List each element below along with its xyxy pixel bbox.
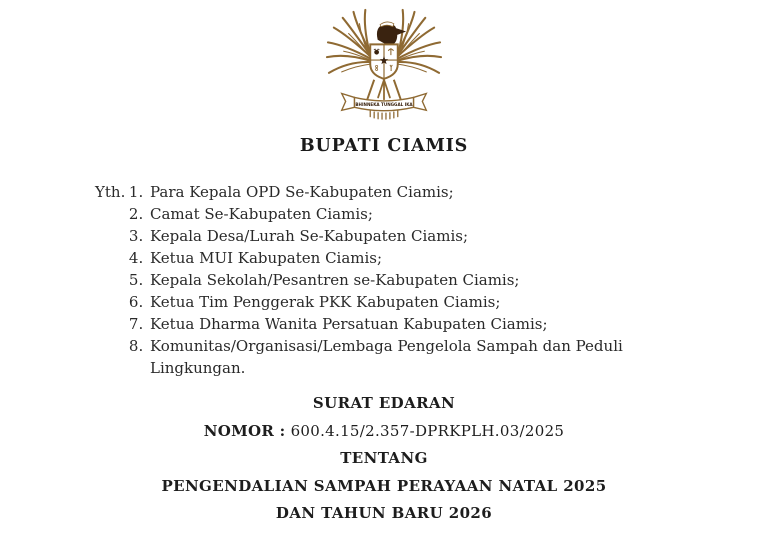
garuda-pancasila-icon xyxy=(325,8,443,122)
addressee-list xyxy=(129,181,657,379)
about-heading: TENTANG xyxy=(340,449,428,467)
doc-type-heading: SURAT EDARAN xyxy=(312,394,456,412)
addressee-item-3: 3. Kepala Desa/Lurah Se-Kabupaten Ciamis; xyxy=(148,225,657,247)
garuda-pancasila-emblem xyxy=(325,8,443,122)
doc-number-line xyxy=(0,423,768,439)
subject-title-line1: PENGENDALIAN SAMPAH PERAYAAN NATAL 2025 xyxy=(161,476,607,495)
addressee-item-8: 8. Komunitas/Organisasi/Lembaga Pengelola Sampah dan Peduli Lingkungan. xyxy=(148,335,657,379)
doc-number-value: 600.4.15/2.357-DPRKPLH.03/2025 xyxy=(290,421,565,440)
letterhead-title: BUPATI CIAMIS xyxy=(299,136,469,156)
addressee-item-5: 5. Kepala Sekolah/Pesantren se-Kabupaten Ciamis; xyxy=(148,269,657,291)
addressee-item-2: 2. Camat Se-Kabupaten Ciamis; xyxy=(148,203,657,225)
addressee-item-1: 1. Para Kepala OPD Se-Kabupaten Ciamis; xyxy=(148,181,657,203)
addressee-item-6: 6. Ketua Tim Penggerak PKK Kabupaten Ciamis; xyxy=(148,291,657,313)
svg-text:BHINNEKA TUNGGAL IKA: BHINNEKA TUNGGAL IKA xyxy=(355,102,413,108)
doc-number-label: NOMOR : xyxy=(203,421,286,440)
addressee-block xyxy=(95,181,768,379)
addressee-item-7: 7. Ketua Dharma Wanita Persatuan Kabupaten Ciamis; xyxy=(148,313,657,335)
subject-title-line2: DAN TAHUN BARU 2026 xyxy=(275,504,493,522)
subject-block xyxy=(0,395,768,521)
addressee-item-4: 4. Ketua MUI Kabupaten Ciamis; xyxy=(148,247,657,269)
salutation: Yth. xyxy=(95,183,126,201)
